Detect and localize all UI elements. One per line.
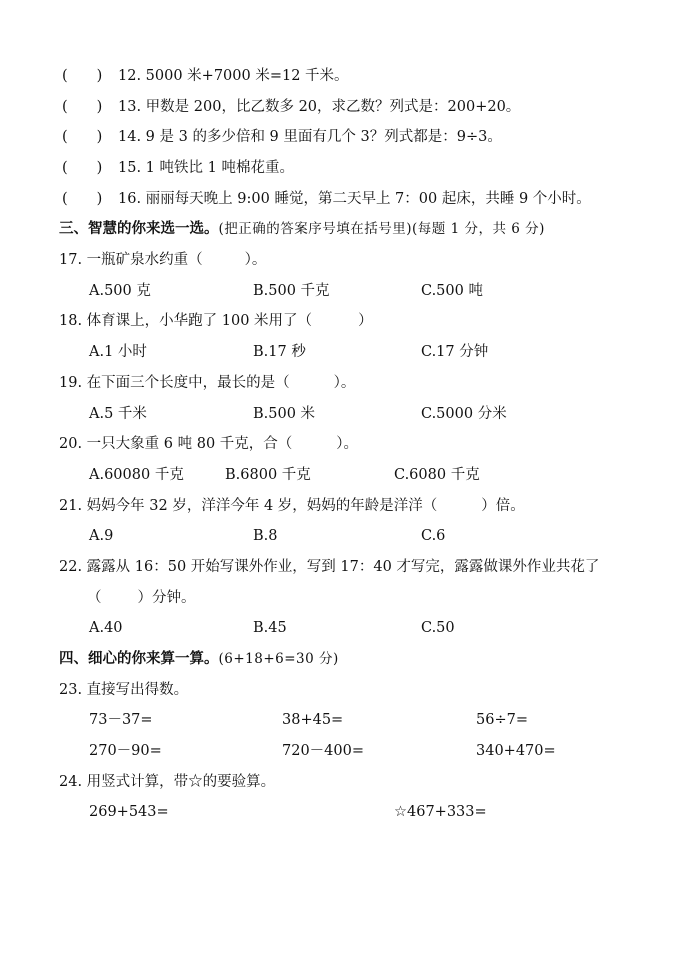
tf-item-14 xyxy=(62,127,502,147)
option-a[interactable]: A.5 千米 xyxy=(89,406,147,422)
options-17 xyxy=(0,281,688,301)
tf-text: 12. 5000 米+7000 米=12 千米。 xyxy=(118,68,349,84)
option-c[interactable]: C.5000 分米 xyxy=(421,406,507,422)
calc-item[interactable]: 38+45= xyxy=(282,712,344,728)
option-b[interactable]: B.17 秒 xyxy=(253,344,306,360)
calc-item[interactable]: 269+543= xyxy=(89,804,169,820)
calc-item[interactable]: 270－90= xyxy=(89,743,162,759)
options-18 xyxy=(0,342,688,362)
calc-item[interactable]: 73－37= xyxy=(89,712,153,728)
tf-item-16 xyxy=(62,189,591,209)
section-3-heading xyxy=(59,219,545,239)
options-21 xyxy=(0,526,688,546)
section-title: 四、细心的你来算一算。 xyxy=(59,650,219,667)
question-stem-end: ） xyxy=(358,313,373,329)
question-stem-end: ）。 xyxy=(244,252,267,268)
calc-item[interactable]: 720－400= xyxy=(282,743,365,759)
option-c[interactable]: C.50 xyxy=(421,620,455,636)
option-a[interactable]: A.1 小时 xyxy=(89,344,147,360)
question-23 xyxy=(59,680,188,700)
question-stem: 18. 体育课上，小华跑了 100 米用了（ xyxy=(59,313,313,329)
question-stem: 17. 一瓶矿泉水约重（ xyxy=(59,252,203,268)
section-note: (把正确的答案序号填在括号里)(每题 1 分，共 6 分) xyxy=(218,221,545,237)
answer-paren[interactable]: ( ) xyxy=(62,191,103,207)
option-c[interactable]: C.6080 千克 xyxy=(394,467,480,483)
tf-text: 16. 丽丽每天晚上 9:00 睡觉，第二天早上 7：00 起床，共睡 9 个小时。 xyxy=(118,191,591,207)
question-17 xyxy=(59,250,266,270)
option-b[interactable]: B.500 米 xyxy=(253,406,316,422)
option-c[interactable]: C.17 分钟 xyxy=(421,344,489,360)
options-22 xyxy=(0,618,688,638)
calc-item[interactable]: 340+470= xyxy=(476,743,556,759)
question-22-line2 xyxy=(87,588,196,608)
calc-item-with-check[interactable]: ☆467+333= xyxy=(394,804,487,820)
tf-text: 14. 9 是 3 的多少倍和 9 里面有几个 3？列式都是：9÷3。 xyxy=(118,129,502,145)
answer-paren[interactable]: ( ) xyxy=(62,160,103,176)
option-a[interactable]: A.60080 千克 xyxy=(89,467,184,483)
question-stem-end: ）。 xyxy=(333,375,356,391)
options-19 xyxy=(0,404,688,424)
tf-text: 15. 1 吨铁比 1 吨棉花重。 xyxy=(118,160,294,176)
question-stem: 19. 在下面三个长度中，最长的是（ xyxy=(59,375,290,391)
question-stem: 20. 一只大象重 6 吨 80 千克，合（ xyxy=(59,436,293,452)
question-stem: 22. 露露从 16：50 开始写课外作业，写到 17：40 才写完，露露做课外作业共花了 xyxy=(59,559,600,575)
tf-item-13 xyxy=(62,97,520,117)
answer-paren[interactable]: ( ) xyxy=(62,129,103,145)
question-stem-end: ）。 xyxy=(336,436,359,452)
question-stem: 24. 用竖式计算，带☆的要验算。 xyxy=(59,774,276,790)
section-4-heading xyxy=(59,649,339,669)
section-note: (6+18+6=30 分) xyxy=(218,651,339,667)
question-18 xyxy=(59,311,373,331)
option-b[interactable]: B.45 xyxy=(253,620,287,636)
tf-item-12 xyxy=(62,66,349,86)
section-title: 三、智慧的你来选一选。 xyxy=(59,220,219,237)
calc-item[interactable]: 56÷7= xyxy=(476,712,528,728)
calc-row xyxy=(0,710,688,730)
option-b[interactable]: B.500 千克 xyxy=(253,283,330,299)
option-b[interactable]: B.8 xyxy=(253,528,278,544)
question-stem: （ xyxy=(87,590,102,606)
question-stem-end: ）倍。 xyxy=(481,498,525,514)
answer-paren[interactable]: ( ) xyxy=(62,68,103,84)
calc-row xyxy=(0,802,688,822)
question-19 xyxy=(59,373,355,393)
question-20 xyxy=(59,434,358,454)
option-c[interactable]: C.6 xyxy=(421,528,446,544)
answer-paren[interactable]: ( ) xyxy=(62,99,103,115)
option-a[interactable]: A.9 xyxy=(89,528,114,544)
option-a[interactable]: A.500 克 xyxy=(89,283,151,299)
option-c[interactable]: C.500 吨 xyxy=(421,283,483,299)
question-22 xyxy=(59,557,599,577)
question-stem: 23. 直接写出得数。 xyxy=(59,682,189,698)
question-21 xyxy=(59,496,525,516)
tf-item-15 xyxy=(62,158,294,178)
options-20 xyxy=(0,465,688,485)
option-b[interactable]: B.6800 千克 xyxy=(225,467,311,483)
question-stem-end: ）分钟。 xyxy=(137,590,196,606)
question-stem: 21. 妈妈今年 32 岁，洋洋今年 4 岁，妈妈的年龄是洋洋（ xyxy=(59,498,438,514)
question-24 xyxy=(59,772,275,792)
calc-row xyxy=(0,741,688,761)
option-a[interactable]: A.40 xyxy=(89,620,123,636)
tf-text: 13. 甲数是 200，比乙数多 20，求乙数？列式是：200+20。 xyxy=(118,99,521,115)
